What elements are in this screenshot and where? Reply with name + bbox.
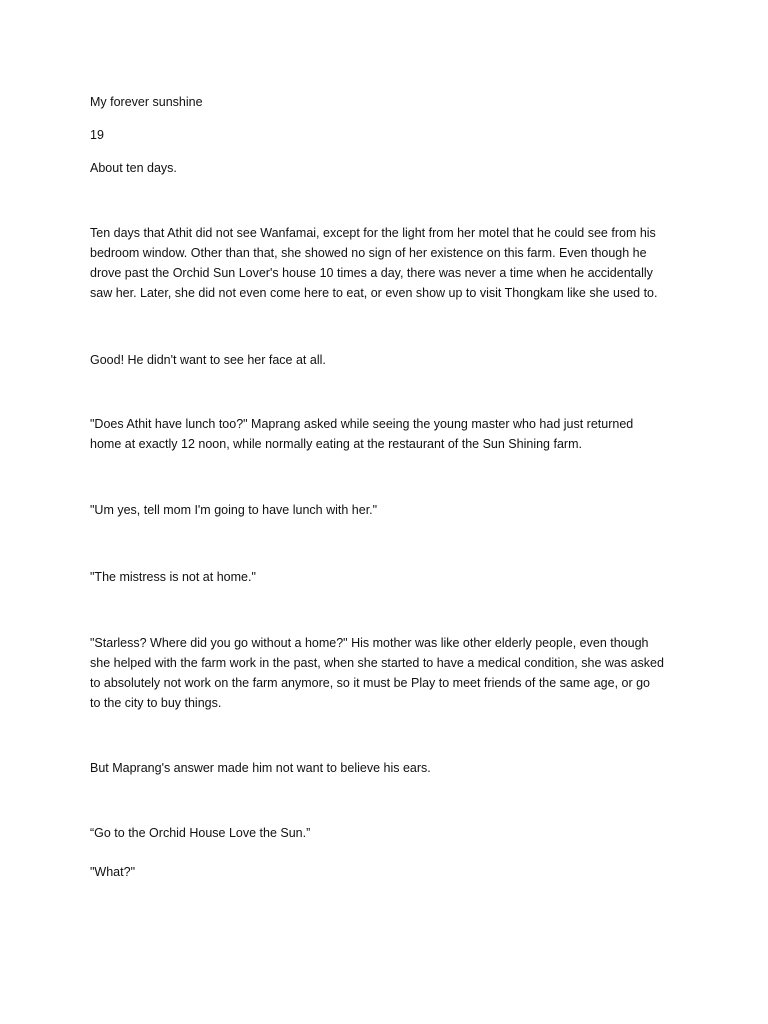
paragraph xyxy=(90,223,690,303)
paragraph xyxy=(90,633,690,713)
paragraph-line: to absolutely not work on the farm anymore, so it must be Play to meet friends of the same age, or go xyxy=(90,676,651,690)
paragraph-line: to the city to buy things. xyxy=(90,696,222,710)
paragraph xyxy=(90,567,690,587)
paragraph-line: Ten days that Athit did not see Wanfamai, except for the light from her motel that he could see from his xyxy=(90,226,656,240)
paragraph-line: she helped with the farm work in the past, when she started to have a medical condition, she was asked xyxy=(90,656,664,670)
paragraph-line: "Um yes, tell mom I'm going to have lunch with her." xyxy=(90,503,378,517)
paragraph-line: "Does Athit have lunch too?" Maprang asked while seeing the young master who had just returned xyxy=(90,417,634,431)
paragraph-line: Good! He didn't want to see her face at all. xyxy=(90,353,326,367)
opening-line: About ten days. xyxy=(90,161,177,175)
paragraph-line: But Maprang's answer made him not want to believe his ears. xyxy=(90,761,431,775)
paragraph-line: saw her. Later, she did not even come here to eat, or even show up to visit Thongkam like she used to. xyxy=(90,286,658,300)
paragraph-line: bedroom window. Other than that, she showed no sign of her existence on this farm. Even though he xyxy=(90,246,647,260)
paragraph-line: "The mistress is not at home." xyxy=(90,570,256,584)
paragraph-line: "Starless? Where did you go without a home?" His mother was like other elderly people, even though xyxy=(90,636,649,650)
paragraph-line: drove past the Orchid Sun Lover's house 10 times a day, there was never a time when he accidentally xyxy=(90,266,653,280)
paragraph xyxy=(90,823,690,843)
paragraph xyxy=(90,862,690,882)
paragraph xyxy=(90,500,690,520)
paragraph xyxy=(90,758,690,778)
paragraph xyxy=(90,350,690,370)
paragraph xyxy=(90,414,690,454)
document-title: My forever sunshine xyxy=(90,95,203,109)
chapter-number: 19 xyxy=(90,128,104,142)
paragraph-line: “Go to the Orchid House Love the Sun.” xyxy=(90,826,311,840)
paragraph-line: home at exactly 12 noon, while normally eating at the restaurant of the Sun Shining farm. xyxy=(90,437,582,451)
paragraph-line: "What?" xyxy=(90,865,136,879)
